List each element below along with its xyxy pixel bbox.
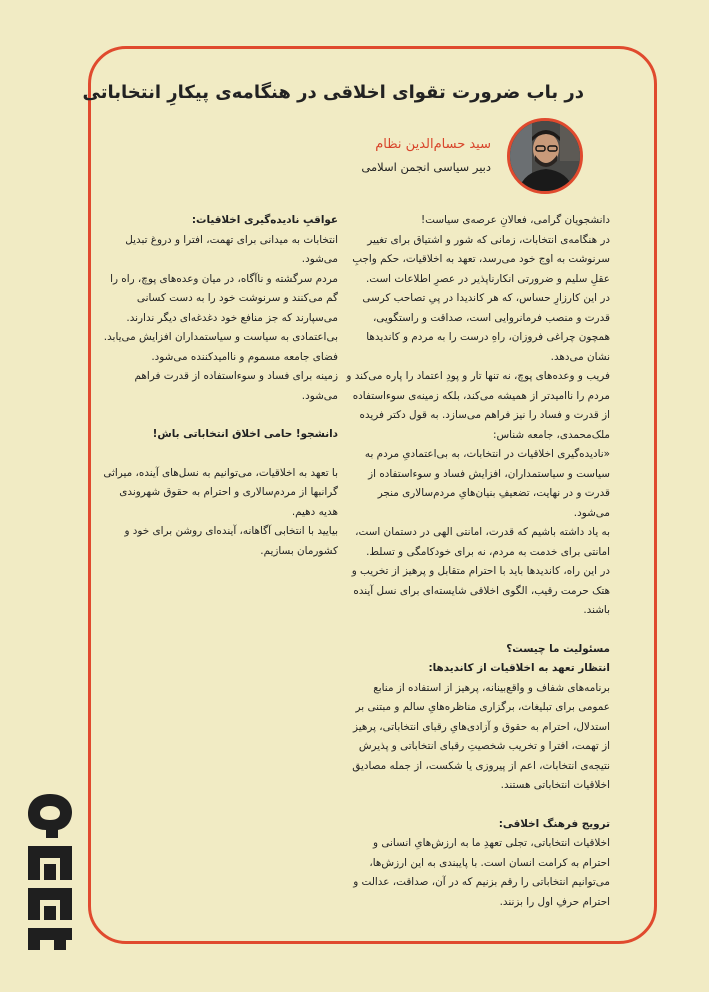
author-role: دبیر سیاسی انجمن اسلامی	[361, 160, 491, 174]
paragraph: انتخابات به میدانی برای تهمت، افترا و دروغ تبدیل می‌شود.	[125, 233, 338, 265]
paragraph-gap	[345, 621, 610, 640]
paragraph: «نادیده‌گیری اخلاقیات در انتخابات، به بی‌اعتمادیِ مردم به سیاست و سیاستمداران، افزایش فساد و سوءاستفاده از قدرت و در نهایت، تضعیفِ بنیان‌هایِ مردم‌سالاری منجر می‌شود.	[364, 448, 610, 519]
paragraph: فریب و وعده‌های پوچ، نه تنها تار و پودِ اعتماد را پاره می‌کند و مردم را ناامیدتر از همیشه می‌کند، بلکه زمینه‌ی سوءاستفاده از قدرت و فساد را نیز فراهم می‌سازد. به قول دکتر فریده ملک‌محمدی، جامعه شناس:	[346, 370, 610, 441]
paragraph: با تعهد به اخلاقیات، می‌توانیم به نسل‌های آینده، میراثی گرانبها از مردم‌سالاری و احترام به حقوق شهروندی هدیه دهیم.	[103, 466, 338, 518]
paragraph: در هنگامه‌ی انتخابات، زمانی که شور و اشتیاق برای تغییر سرنوشت به اوج خود می‌رسد، تعهد به اخلاقیات، حکم واجبِ عقلِ سلیم و ضرورتی انکارناپذیر در عصرِ اطلاعات است.	[352, 233, 610, 285]
right-column	[345, 211, 610, 931]
section-heading: انتظار تعهد به اخلاقیات از کاندیدها:	[428, 662, 610, 674]
author-name: سید حسام‌الدین نظام	[375, 137, 491, 152]
author-portrait-icon	[510, 121, 580, 191]
section-heading: عواقبِ نادیده‌گیری اخلاقیات:	[191, 214, 338, 226]
left-column	[100, 211, 338, 611]
paragraph: به یاد داشته باشیم که قدرت، امانتی الهی در دستمان است، امانتی برای خدمت به مردم، نه برای خودکامگی و تسلط.	[355, 526, 610, 558]
article-title: در باب ضرورت تقوای اخلاقی در هنگامه‌ی پیکارِ انتخاباتی	[82, 82, 584, 103]
paragraph: فضای جامعه مسموم و ناامیدکننده می‌شود.	[151, 350, 338, 363]
paragraph: دانشجویان گرامی، فعالانِ عرصه‌ی سیاست!	[420, 214, 610, 226]
section-heading: ترویج فرهنگ اخلاقی:	[498, 817, 610, 830]
paragraph-gap	[345, 796, 610, 815]
paragraph: بی‌اعتمادی به سیاست و سیاستمداران افزایش می‌یابد.	[103, 331, 338, 343]
paragraph-gap	[100, 406, 338, 425]
paragraph: در این راه، کاندیدها باید با احترام متقابل و پرهیز از تخریب و هتک حرمت رقیب، الگوی اخلاقی شایسته‌ای برای نسل آینده باشند.	[351, 565, 610, 616]
publication-logo	[24, 792, 76, 954]
section-heading: دانشجو! حامی اخلاق انتخاباتی باش!	[152, 428, 338, 440]
author-avatar	[507, 118, 583, 194]
section-heading: مسئولیت ما چیست؟	[506, 642, 610, 655]
paragraph: مردم سرگشته و ناآگاه، در میان وعده‌های پوچ، راه را گم می‌کنند و سرنوشت خود را به دست کسانی می‌سپارند که جز منافع خود دغدغه‌ای دیگر ندارند.	[110, 272, 338, 324]
paragraph: زمینه برای فساد و سوءاستفاده از قدرت فراهم می‌شود.	[134, 370, 338, 402]
paragraph: بیایید با انتخابی آگاهانه، آینده‌ای روشن برای خود و کشورمان بسازیم.	[124, 525, 338, 557]
publication-logo-icon	[24, 792, 76, 954]
paragraph: اخلاقیات انتخاباتی، تجلی تعهدِ ما به ارزش‌هایِ انسانی و احترام به کرامت انسان است. با پایبندی به این ارزش‌ها، می‌توانیم انتخاباتی را رقم بزنیم که در آن، صداقت، عدالت و احترام حرفِ اول را بزنند.	[353, 837, 610, 908]
paragraph: در این کارزارِ حساس، که هر کاندیدا در پیِ تصاحب کرسی قدرت و منصب فرمانروایی است، صداقت و راستگویی، همچون چراغی فروزان، راهِ درست را به مردم و کاندیدها نشان می‌دهد.	[362, 292, 610, 363]
paragraph-gap	[100, 445, 338, 464]
paragraph: برنامه‌های شفاف و واقع‌بینانه، پرهیز از استفاده از منابع عمومی برای تبلیغات، برگزاری مناظره‌هایِ سالم و مبتنی بر استدلال، احترام به حقوق و آزادی‌هایِ رقبای انتخاباتی، پرهیز از تهمت، افترا و تخریب شخصیتِ رقبای انتخاباتی و پذیرش نتیجه‌ی انتخابات، اعم از پیروزی یا شکست، از جمله مصادیق اخلاقیات انتخاباتی هستند.	[352, 681, 610, 791]
